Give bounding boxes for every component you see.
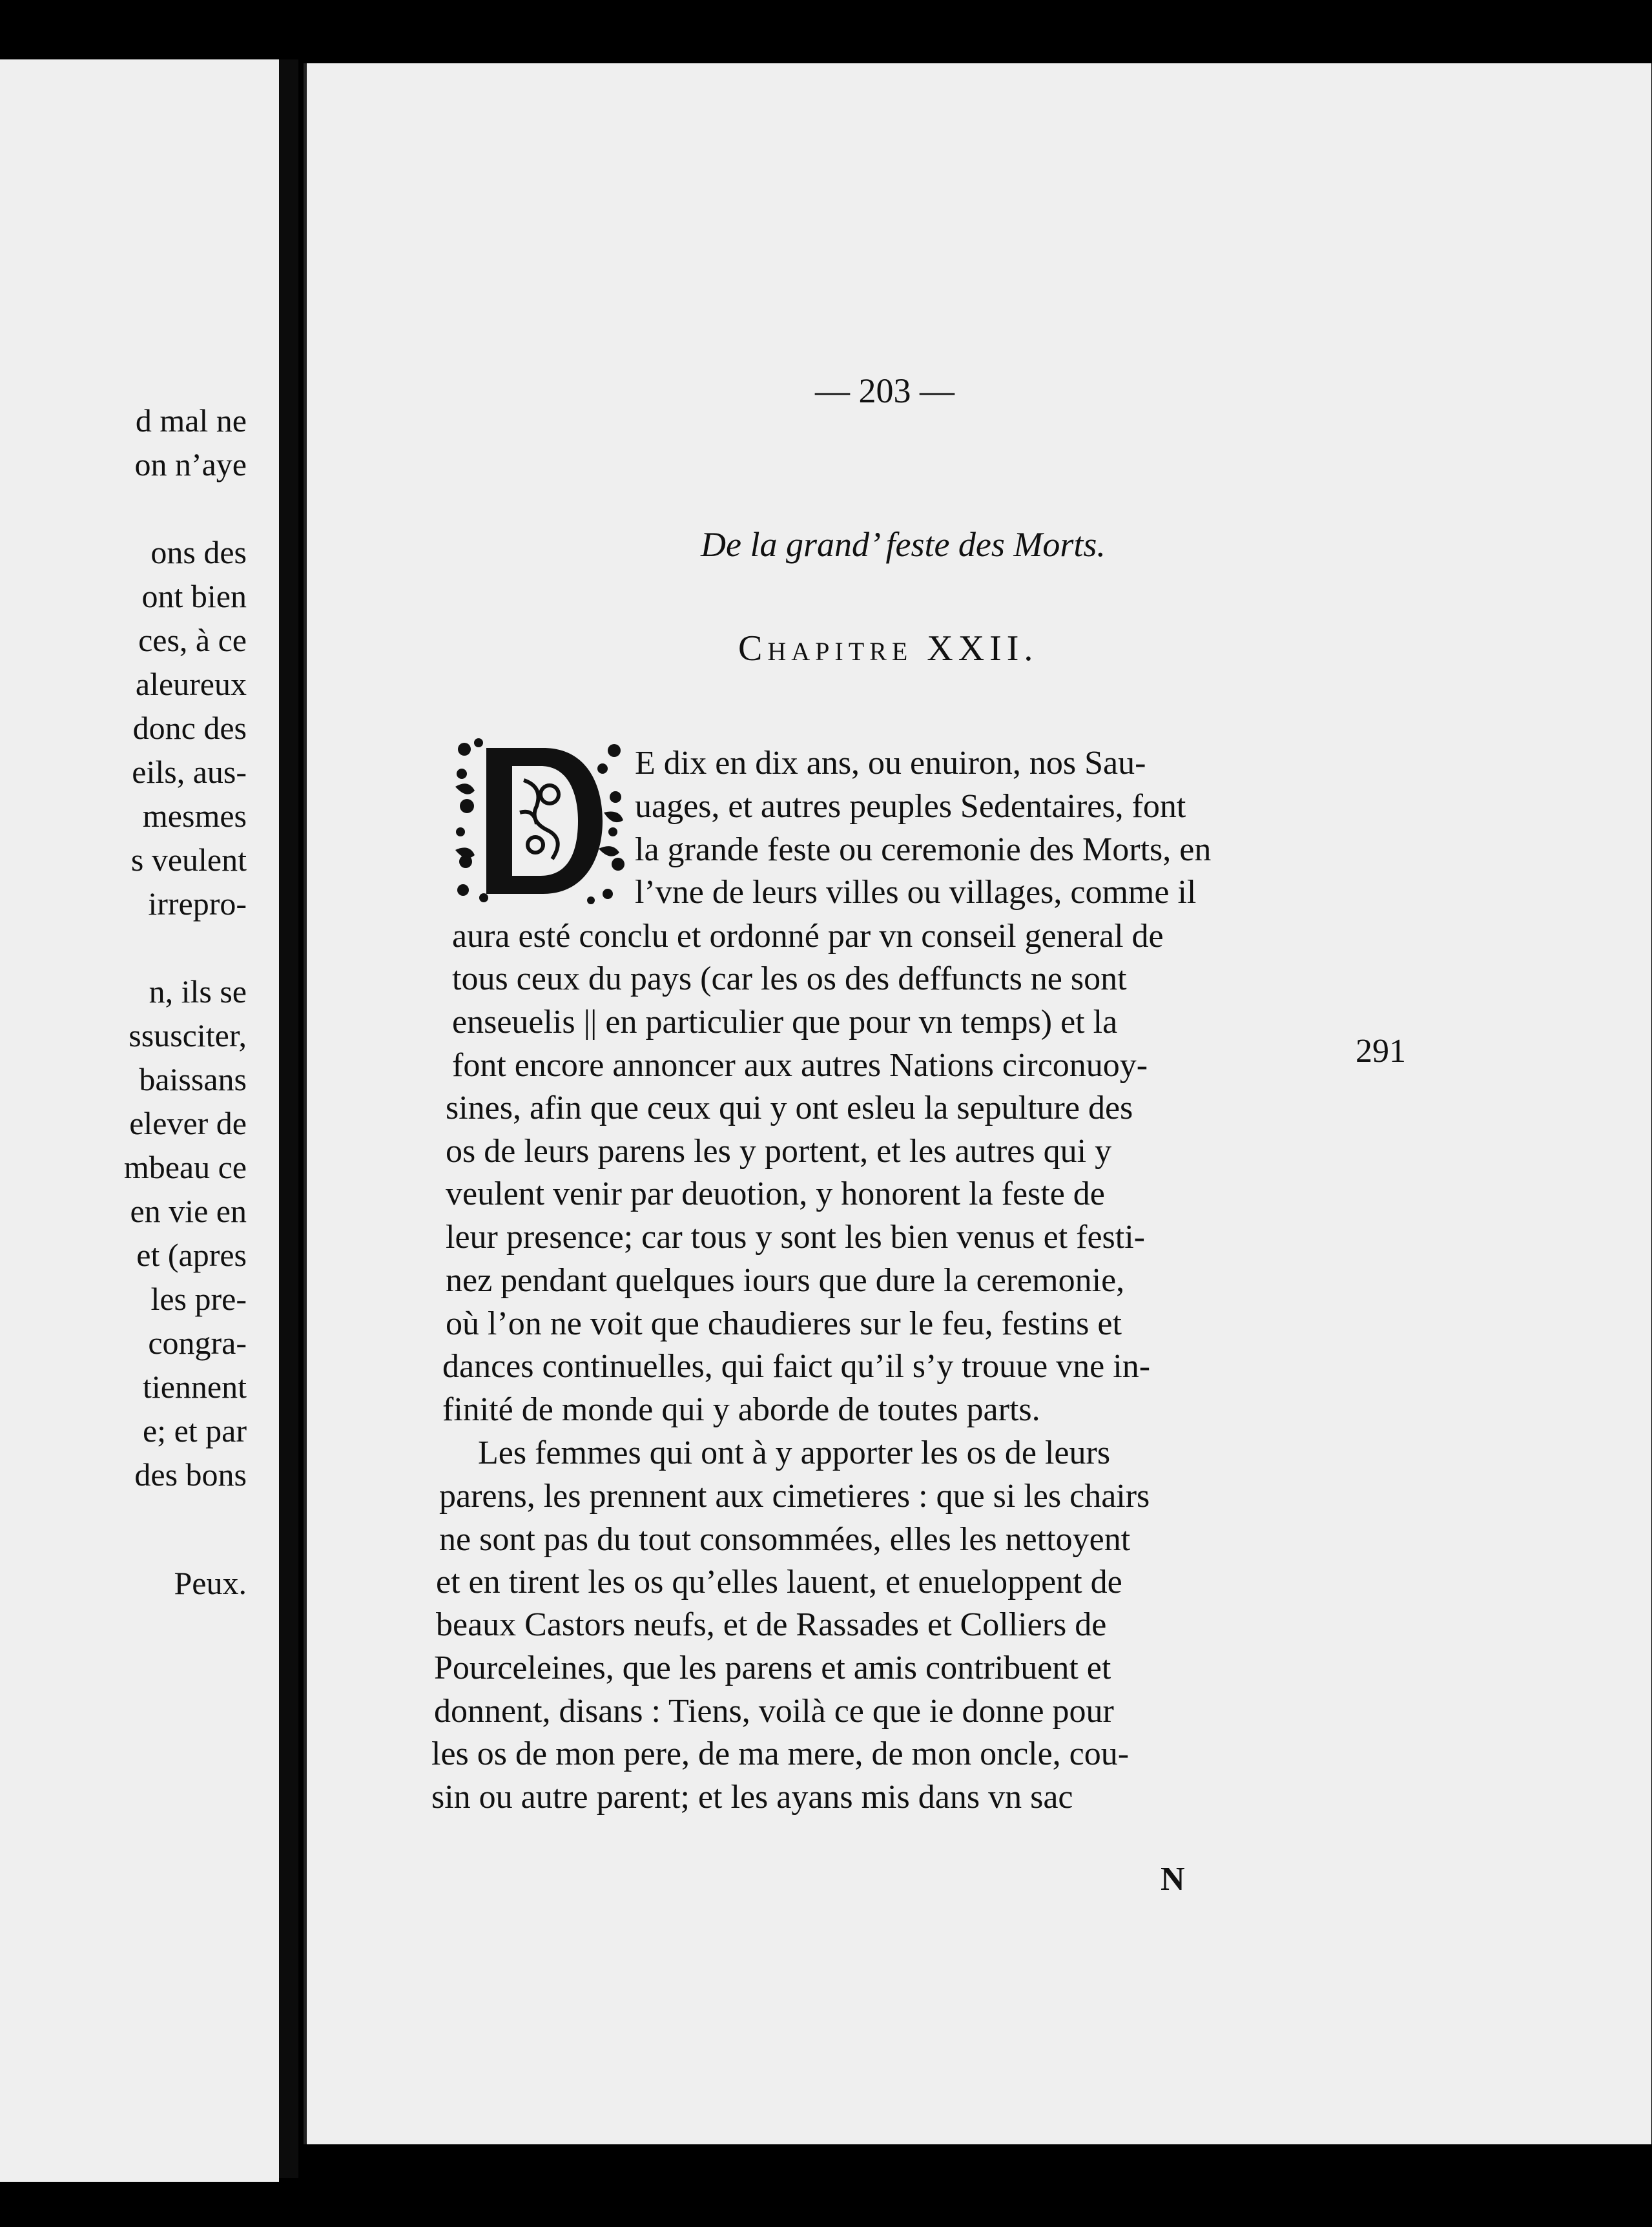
body-line: Pourceleines, que les parens et amis contribuent et — [434, 1650, 1111, 1686]
body-line: sines, afin que ceux qui y ont esleu la sepulture des — [446, 1090, 1133, 1126]
body-line: tous ceux du pays (car les os des deffuncts ne sont — [452, 960, 1127, 997]
body-line: uages, et autres peuples Sedentaires, font — [635, 788, 1186, 825]
chapter-prefix: C — [738, 628, 768, 668]
left-page-line: les pre- — [150, 1281, 247, 1317]
left-facing-page — [0, 59, 279, 2182]
chapter-smallcaps: HAPITRE — [767, 637, 913, 666]
body-line: enseuelis || en particulier que pour vn temps) et la — [452, 1004, 1118, 1041]
left-page-line: et (apres — [136, 1237, 247, 1273]
body-line: ne sont pas du tout consommées, elles les nettoyent — [439, 1521, 1131, 1558]
body-line: os de leurs parens les y portent, et les autres qui y — [446, 1133, 1112, 1170]
body-line: la grande feste ou ceremonie des Morts, en — [635, 831, 1212, 868]
left-page-line: ces, à ce — [138, 622, 247, 658]
body-line: dances continuelles, qui faict qu’il s’y trouue vne in- — [442, 1348, 1151, 1385]
body-line: donnent, disans : Tiens, voilà ce que ie donne pour — [434, 1693, 1114, 1730]
body-line: finité de monde qui y aborde de toutes parts. — [442, 1391, 1040, 1428]
body-line: font encore annoncer aux autres Nations circonuoy- — [452, 1047, 1148, 1084]
left-page-line: d mal ne — [135, 402, 247, 439]
left-page-line: aleureux — [135, 666, 247, 702]
left-page-line: elever de — [129, 1105, 247, 1141]
body-line: sin ou autre parent; et les ayans mis dans vn sac — [431, 1779, 1073, 1816]
ornamental-dropcap-d — [453, 735, 626, 907]
body-line: aura esté conclu et ordonné par vn conseil general de — [452, 918, 1164, 955]
left-page-line: ons des — [150, 534, 247, 570]
body-line: beaux Castors neufs, et de Rassades et Colliers de — [436, 1606, 1107, 1643]
left-page-line: donc des — [132, 710, 247, 746]
body-line: leur presence; car tous y sont les bien venus et festi- — [446, 1219, 1145, 1256]
body-line: nez pendant quelques iours que dure la ceremonie, — [446, 1262, 1125, 1299]
body-line: Les femmes qui ont à y apporter les os de leurs — [478, 1435, 1111, 1471]
left-page-line: e; et par — [142, 1413, 247, 1449]
left-page-line: congra- — [148, 1325, 247, 1361]
book-gutter — [279, 59, 298, 2178]
left-page-line: ssusciter, — [129, 1017, 247, 1053]
left-page-line: mbeau ce — [123, 1149, 247, 1185]
body-line: les os de mon pere, de ma mere, de mon oncle, cou- — [431, 1735, 1130, 1772]
left-page-line: des bons — [134, 1456, 247, 1493]
body-line: et en tirent les os qu’elles lauent, et enueloppent de — [436, 1564, 1122, 1600]
left-page-line: tiennent — [142, 1369, 247, 1405]
signature-mark: N — [1161, 1861, 1185, 1898]
left-page-line: irrepro- — [148, 886, 247, 922]
left-page-line: en vie en — [130, 1193, 247, 1229]
chapter-heading — [738, 628, 1038, 669]
body-line: parens, les prennent aux cimetieres : que si les chairs — [439, 1478, 1150, 1515]
left-page-line: baissans — [139, 1061, 247, 1097]
left-page-line: n, ils se — [149, 973, 247, 1010]
body-line: où l’on ne voit que chaudieres sur le feu, festins et — [446, 1305, 1122, 1342]
left-page-line: on n’aye — [134, 446, 247, 482]
left-page-line: eils, aus- — [132, 754, 247, 790]
left-page-line: mesmes — [142, 798, 247, 834]
page-number: — 203 — — [815, 371, 955, 410]
left-page-line: s veulent — [130, 842, 247, 878]
body-line: veulent venir par deuotion, y honorent la feste de — [446, 1176, 1105, 1212]
section-subtitle: De la grand’ feste des Morts. — [701, 525, 1106, 564]
margin-page-reference: 291 — [1356, 1033, 1406, 1070]
left-page-line: ont bien — [141, 578, 247, 614]
chapter-number: XXII. — [927, 628, 1038, 668]
body-line: l’vne de leurs villes ou villages, comme il — [635, 874, 1197, 911]
body-line: E dix en dix ans, ou enuiron, nos Sau- — [635, 745, 1146, 782]
left-page-line: Peux. — [174, 1565, 247, 1601]
